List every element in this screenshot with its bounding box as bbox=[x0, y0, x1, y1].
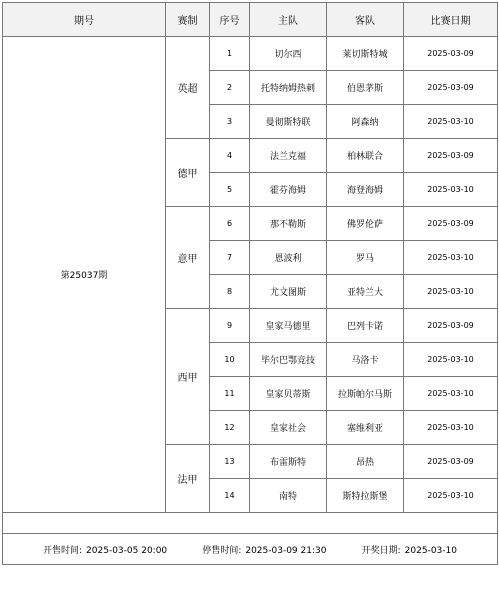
draw-date-value: 2025-03-10 bbox=[404, 545, 457, 556]
away-team-cell: 巴列卡诺 bbox=[327, 309, 404, 343]
home-team-cell: 皇家社会 bbox=[250, 411, 327, 445]
away-team-cell: 斯特拉斯堡 bbox=[327, 479, 404, 513]
home-team-cell: 南特 bbox=[250, 479, 327, 513]
away-team-cell: 阿森纳 bbox=[327, 105, 404, 139]
header-home-team: 主队 bbox=[250, 3, 327, 37]
match-index-cell: 1 bbox=[210, 37, 250, 71]
header-index: 序号 bbox=[210, 3, 250, 37]
match-date-cell: 2025-03-09 bbox=[404, 37, 498, 71]
match-date-cell: 2025-03-09 bbox=[404, 445, 498, 479]
match-date-cell: 2025-03-10 bbox=[404, 411, 498, 445]
sale-start-label: 开售时间: bbox=[43, 545, 83, 556]
match-index-cell: 4 bbox=[210, 139, 250, 173]
match-date-cell: 2025-03-10 bbox=[404, 479, 498, 513]
spacer-cell bbox=[3, 513, 498, 534]
away-team-cell: 伯恩茅斯 bbox=[327, 71, 404, 105]
away-team-cell: 莱切斯特城 bbox=[327, 37, 404, 71]
match-index-cell: 10 bbox=[210, 343, 250, 377]
league-cell: 西甲 bbox=[166, 309, 210, 445]
away-team-cell: 罗马 bbox=[327, 241, 404, 275]
sale-start-info bbox=[43, 543, 167, 556]
league-cell: 法甲 bbox=[166, 445, 210, 513]
match-index-cell: 2 bbox=[210, 71, 250, 105]
match-index-cell: 11 bbox=[210, 377, 250, 411]
match-index-cell: 8 bbox=[210, 275, 250, 309]
match-index-cell: 7 bbox=[210, 241, 250, 275]
header-match-date: 比赛日期 bbox=[404, 3, 498, 37]
match-date-cell: 2025-03-10 bbox=[404, 105, 498, 139]
league-cell: 英超 bbox=[166, 37, 210, 139]
draw-date-label: 开奖日期: bbox=[361, 545, 401, 556]
league-cell: 德甲 bbox=[166, 139, 210, 207]
match-date-cell: 2025-03-09 bbox=[404, 71, 498, 105]
period-cell: 第25037期 bbox=[3, 37, 166, 513]
away-team-cell: 柏林联合 bbox=[327, 139, 404, 173]
league-cell: 意甲 bbox=[166, 207, 210, 309]
spacer-row bbox=[3, 513, 498, 534]
away-team-cell: 亚特兰大 bbox=[327, 275, 404, 309]
home-team-cell: 法兰克福 bbox=[250, 139, 327, 173]
match-index-cell: 6 bbox=[210, 207, 250, 241]
schedule-table bbox=[2, 2, 498, 565]
home-team-cell: 毕尔巴鄂竞技 bbox=[250, 343, 327, 377]
match-date-cell: 2025-03-10 bbox=[404, 275, 498, 309]
away-team-cell: 拉斯帕尔马斯 bbox=[327, 377, 404, 411]
home-team-cell: 皇家马德里 bbox=[250, 309, 327, 343]
match-index-cell: 14 bbox=[210, 479, 250, 513]
match-date-cell: 2025-03-10 bbox=[404, 173, 498, 207]
away-team-cell: 昂热 bbox=[327, 445, 404, 479]
header-row bbox=[3, 3, 498, 37]
sale-stop-label: 停售时间: bbox=[202, 545, 242, 556]
sale-stop-info bbox=[202, 543, 326, 556]
match-index-cell: 9 bbox=[210, 309, 250, 343]
home-team-cell: 那不勒斯 bbox=[250, 207, 327, 241]
home-team-cell: 尤文图斯 bbox=[250, 275, 327, 309]
match-date-cell: 2025-03-10 bbox=[404, 377, 498, 411]
match-index-cell: 13 bbox=[210, 445, 250, 479]
match-row bbox=[3, 37, 498, 71]
home-team-cell: 曼彻斯特联 bbox=[250, 105, 327, 139]
home-team-cell: 恩波利 bbox=[250, 241, 327, 275]
match-index-cell: 3 bbox=[210, 105, 250, 139]
match-index-cell: 5 bbox=[210, 173, 250, 207]
home-team-cell: 霍芬海姆 bbox=[250, 173, 327, 207]
footer-row bbox=[3, 534, 498, 565]
home-team-cell: 皇家贝蒂斯 bbox=[250, 377, 327, 411]
header-period: 期号 bbox=[3, 3, 166, 37]
away-team-cell: 佛罗伦萨 bbox=[327, 207, 404, 241]
home-team-cell: 托特纳姆热刺 bbox=[250, 71, 327, 105]
away-team-cell: 马洛卡 bbox=[327, 343, 404, 377]
draw-date-info bbox=[362, 543, 457, 556]
match-date-cell: 2025-03-10 bbox=[404, 343, 498, 377]
away-team-cell: 塞维利亚 bbox=[327, 411, 404, 445]
match-date-cell: 2025-03-09 bbox=[404, 309, 498, 343]
header-league: 赛制 bbox=[166, 3, 210, 37]
sale-stop-value: 2025-03-09 21:30 bbox=[245, 545, 327, 556]
match-date-cell: 2025-03-09 bbox=[404, 139, 498, 173]
match-date-cell: 2025-03-10 bbox=[404, 241, 498, 275]
home-team-cell: 切尔西 bbox=[250, 37, 327, 71]
home-team-cell: 布雷斯特 bbox=[250, 445, 327, 479]
sale-info-line bbox=[3, 543, 497, 556]
header-away-team: 客队 bbox=[327, 3, 404, 37]
match-date-cell: 2025-03-09 bbox=[404, 207, 498, 241]
schedule-body bbox=[3, 37, 498, 513]
sale-start-value: 2025-03-05 20:00 bbox=[86, 545, 168, 556]
match-index-cell: 12 bbox=[210, 411, 250, 445]
footer-cell bbox=[3, 534, 498, 565]
away-team-cell: 海登海姆 bbox=[327, 173, 404, 207]
